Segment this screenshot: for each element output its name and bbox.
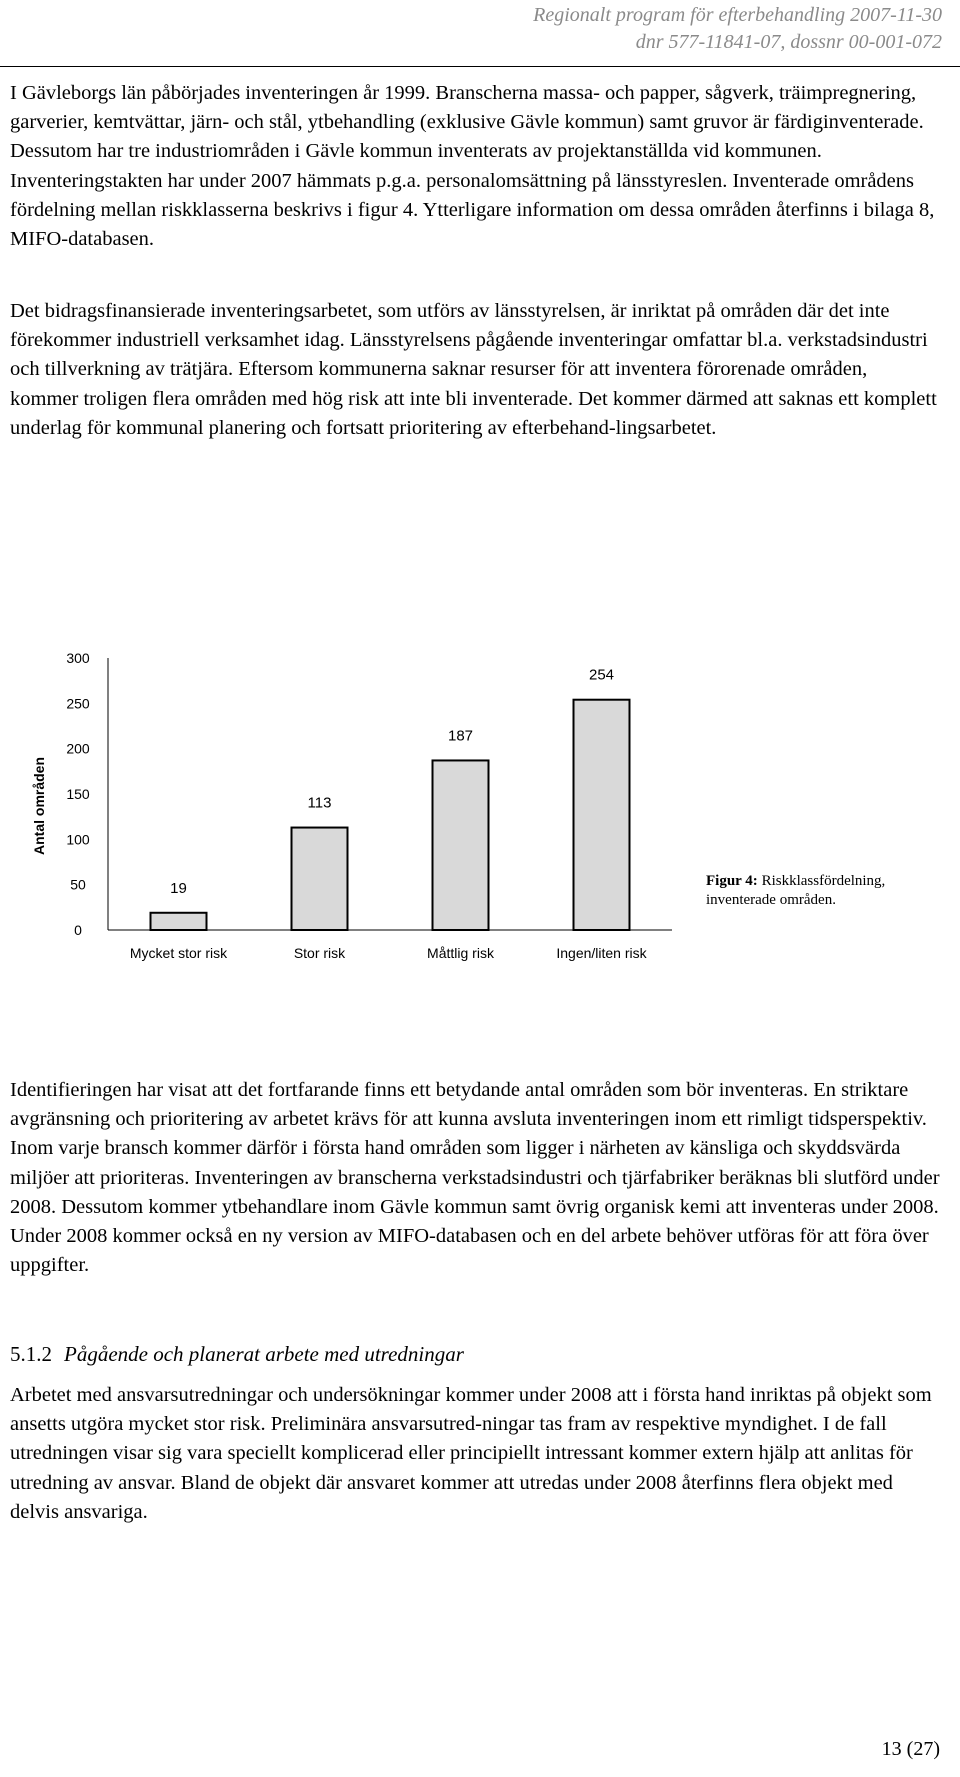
header-line-2: dnr 577-11841-07, dossnr 00-001-072	[635, 31, 942, 53]
bar-value-label: 187	[447, 727, 474, 745]
header-line-1: Regionalt program för efterbehandling 2007-11-30	[533, 4, 942, 26]
caption-label: Figur 4:	[706, 873, 758, 889]
x-tick-label: Måttlig risk	[427, 945, 494, 961]
header-rule	[0, 66, 960, 67]
bar	[151, 913, 207, 930]
y-tick-label: 150	[66, 786, 90, 802]
bar-value-label: 19	[170, 879, 187, 897]
paragraph-3: Identifieringen har visat att det fortfarande finns ett betydande antal områden som bör inventeras. En striktare avgränsning och prioritering av arbetet krävs för att kunna avsluta inventeringen inom ett rimligt tidsperspektiv. Inom varje bransch kommer därför i första hand områden som ligger i närheten av känsliga och skyddsvärda miljöer att prioriteras. Inventeringen av branscherna verkstadsindustri och tjärfabriker beräknas bli slutförd under 2008. Dessutom kommer ytbehandlare inom Gävle kommun samt övrig organisk kemi att inventeras under 2008. Under 2008 kommer också en ny version av MIFO-databasen och en del arbete behöver utföras för att föra över uppgifter.	[10, 1079, 940, 1277]
y-axis-title: Antal områden	[31, 756, 47, 856]
bar-value-label: 113	[307, 794, 332, 812]
bar	[574, 700, 630, 930]
section-title: Pågående och planerat arbete med utredningar	[64, 1342, 464, 1366]
risk-class-bar-chart	[0, 640, 960, 990]
section-number: 5.1.2	[10, 1342, 52, 1366]
paragraph-1: I Gävleborgs län påbörjades inventeringen år 1999. Branscherna massa- och papper, sågverk, träimpregnering, garverier, kemtvättar, järn- och stål, ytbehandling (exklusive Gävle kommun) samt gruvor är färdiginventerade. Dessutom har tre industriområden i Gävle kommun inventerats av projektanställda vid kommunen. Inventeringstakten har under 2007 hämmats p.g.a. personalomsättning på länsstyreslen. Inventerade områdens fördelning mellan riskklasserna beskrivs i figur 4. Ytterligare information om dessa områden återfinns i bilaga 8, MIFO-databasen.	[10, 82, 935, 251]
y-tick-label: 250	[66, 695, 90, 712]
x-tick-label: Stor risk	[293, 945, 346, 961]
y-tick-label: 50	[70, 876, 86, 893]
page-number: 13 (27)	[881, 1738, 940, 1760]
y-tick-label: 200	[66, 740, 90, 757]
bar	[433, 760, 489, 930]
paragraph-2: Det bidragsfinansierade inventeringsarbetet, som utförs av länsstyrelsen, är inriktat på områden där det inte förekommer industriell verksamhet idag. Länsstyrelsens pågående inventeringar omfattar bl.a. verkstadsindustri och tillverkning av trätjära. Eftersom kommunerna saknar resurser för att inventera förorenade områden, kommer troligen flera områden med hög risk att inte bli inventerade. Det kommer därmed att saknas ett komplett underlag för kommunal planering och fortsatt prioritering av efterbehand-lingsarbetet.	[10, 300, 937, 439]
caption-text: Riskklassfördelning, inventerade områden.	[706, 873, 886, 908]
x-tick-label: Mycket stor risk	[129, 945, 228, 961]
x-tick-label: Ingen/liten risk	[556, 945, 647, 961]
paragraph-4: Arbetet med ansvarsutredningar och undersökningar kommer under 2008 att i första hand inriktas på objekt som ansetts utgöra mycket stor risk. Preliminära ansvarsutred-ningar tas fram av respektive myndighet. I de fall utredningen visar sig vara speciellt komplicerad eller principiellt intressant kommer extern hjälp att anlitas för utredning av ansvar. Bland de objekt där ansvaret kommer att utredas under 2008 återfinns flera objekt med delvis ansvariga.	[10, 1384, 932, 1523]
y-tick-label: 300	[66, 650, 90, 666]
y-tick-label: 100	[66, 831, 90, 848]
figure-caption	[706, 872, 946, 910]
section-heading	[10, 1342, 464, 1367]
page-header	[533, 2, 942, 56]
bar	[292, 828, 348, 930]
y-tick-label: 0	[74, 922, 82, 938]
bar-value-label: 254	[588, 666, 615, 684]
